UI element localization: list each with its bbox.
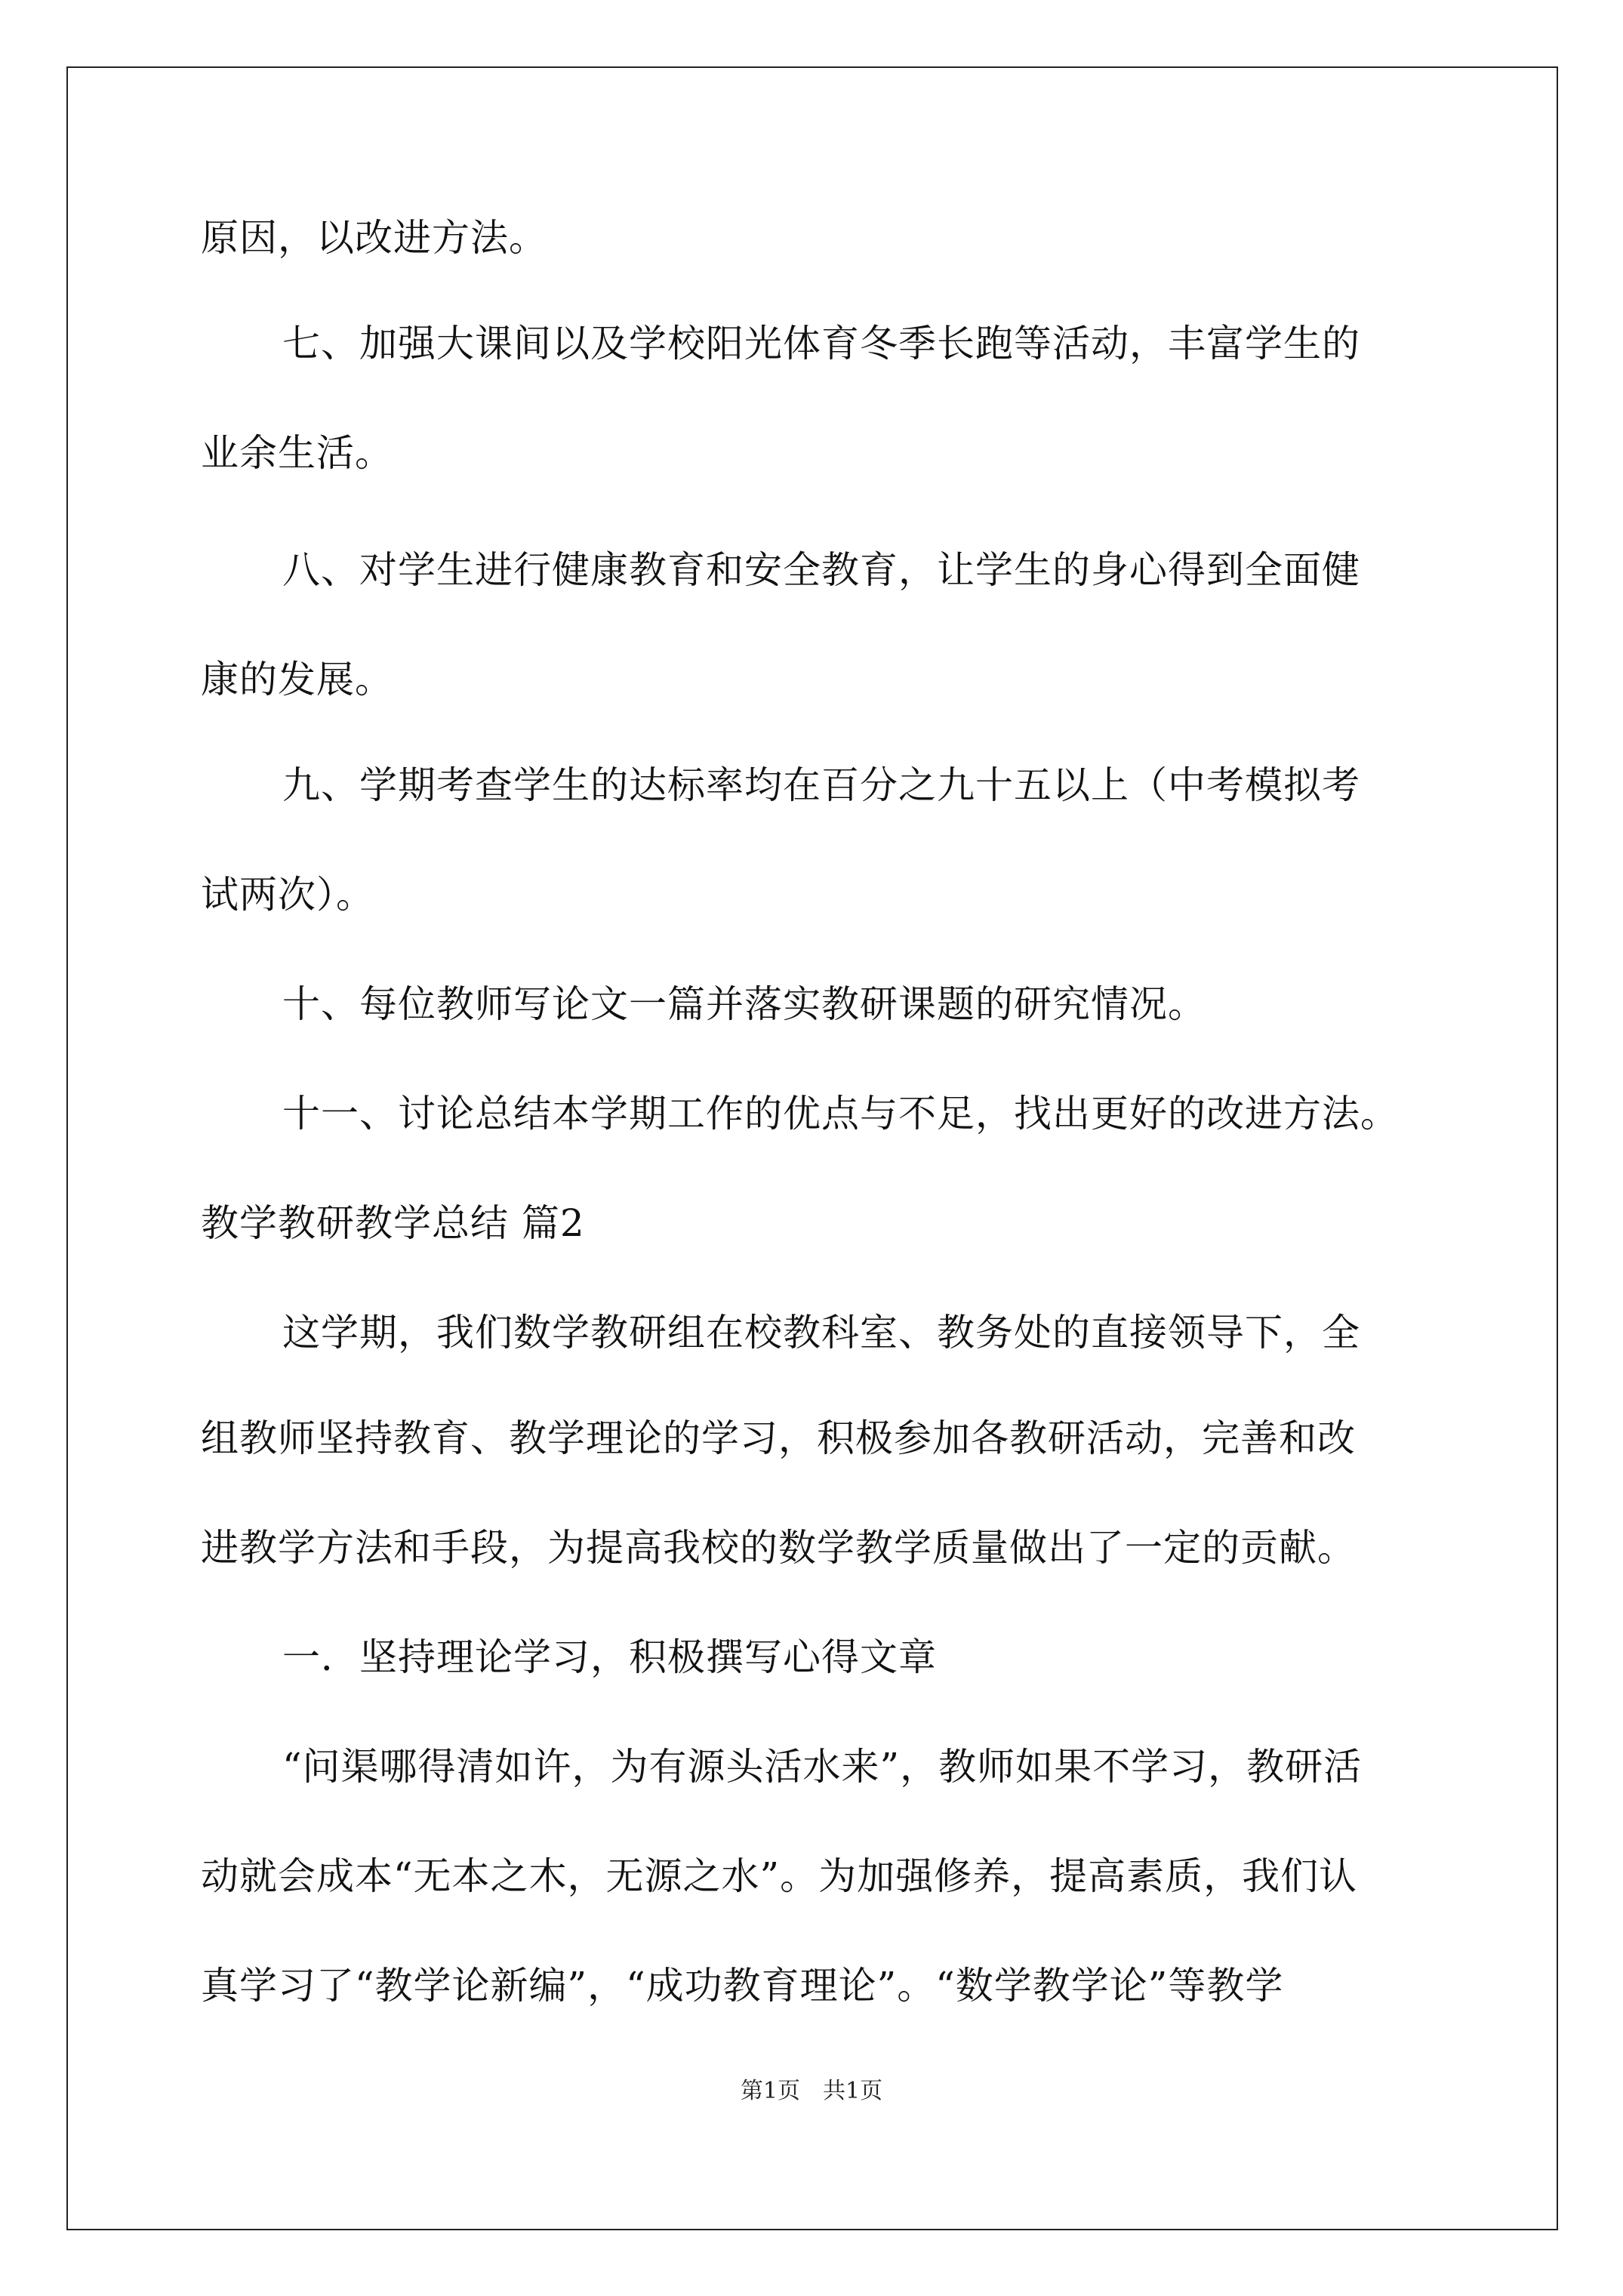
text-line: 康的发展。 xyxy=(201,658,393,701)
text-line: 试两次）。 xyxy=(201,873,374,917)
text-line: 真学习了“教学论新编”，“成功教育理论”。“数学教学论”等教学 xyxy=(201,1964,1284,2008)
text-line: 七、加强大课间以及学校阳光体育冬季长跑等活动，丰富学生的 xyxy=(282,322,1360,365)
text-line: 十、每位教师写论文一篇并落实教研课题的研究情况。 xyxy=(282,982,1206,1026)
text-line: 十一、讨论总结本学期工作的优点与不足，找出更好的改进方法。 xyxy=(282,1092,1399,1136)
text-line: “问渠哪得清如许，为有源头活水来”，教师如果不学习，教研活 xyxy=(282,1745,1363,1789)
text-line: 九、学期考查学生的达标率均在百分之九十五以上（中考模拟考 xyxy=(282,763,1360,807)
text-line: 这学期，我们数学教研组在校教科室、教务处的直接领导下，全 xyxy=(282,1311,1360,1354)
text-line: 八、对学生进行健康教育和安全教育，让学生的身心得到全面健 xyxy=(282,548,1360,592)
text-line: 进教学方法和手段，为提高我校的数学教学质量做出了一定的贡献。 xyxy=(201,1526,1356,1570)
section-heading: 教学教研教学总结 篇2 xyxy=(201,1201,585,1245)
page-footer: 第1页 共1页 xyxy=(740,2078,883,2104)
page-border xyxy=(66,66,1558,2230)
text-line: 组教师坚持教育、教学理论的学习，积极参加各教研活动，完善和改 xyxy=(201,1416,1356,1460)
text-line: 原因，以改进方法。 xyxy=(201,216,547,260)
subsection-heading: 一．坚持理论学习，积极撰写心得文章 xyxy=(282,1635,937,1679)
text-line: 动就会成本“无本之木，无源之水”。为加强修养，提高素质，我们认 xyxy=(201,1854,1358,1898)
text-line: 业余生活。 xyxy=(201,431,393,475)
